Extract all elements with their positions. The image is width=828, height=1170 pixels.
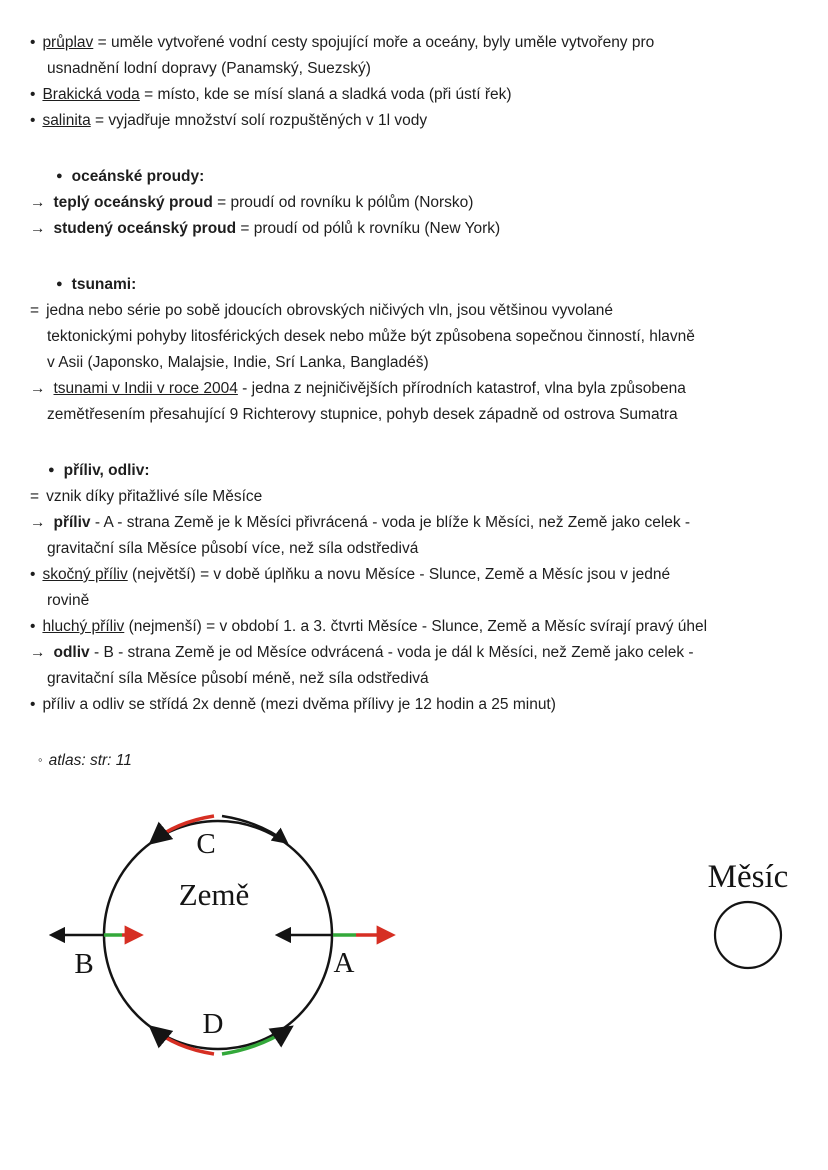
text-line: [0, 163, 828, 190]
text-segment: tektonickými pohyby litosférických desek nebo může být způsobena sopečnou činností, hlavně: [47, 328, 695, 345]
point-label-a: A: [333, 947, 355, 979]
text-line: [0, 692, 828, 718]
text-line: [0, 108, 828, 134]
blank-line: [0, 718, 828, 747]
line-marker: →: [30, 644, 46, 661]
text-segment: (nejmenší) = v období 1. a 3. čtvrti Měsíce - Slunce, Země a Měsíc svírají pravý úhel: [124, 618, 708, 635]
text-segment: studený oceánský proud: [53, 220, 237, 237]
line-marker: ●: [48, 464, 55, 476]
point-label-b: B: [74, 948, 94, 980]
line-marker: •: [30, 618, 36, 635]
point-label-c: C: [196, 828, 216, 860]
text-segment: = proudí od rovníku k pólům (Norsko): [212, 194, 474, 211]
line-marker: •: [30, 86, 36, 103]
text-line: [0, 190, 828, 216]
text-segment: skočný příliv: [42, 566, 128, 583]
text-segment: tsunami:: [71, 276, 137, 293]
line-marker: ◦: [38, 752, 43, 767]
text-line: [0, 640, 828, 666]
text-segment: gravitační síla Měsíce působí více, než síla odstředivá: [47, 540, 419, 557]
text-line: [0, 588, 828, 614]
text-line: [0, 747, 828, 774]
text-line: [0, 30, 828, 56]
text-segment: Brakická voda: [42, 86, 140, 103]
text-segment: příliv, odliv:: [63, 462, 150, 479]
line-marker: •: [30, 112, 36, 129]
text-line: [0, 324, 828, 350]
line-marker: •: [30, 696, 36, 713]
blank-line: [0, 134, 828, 163]
point-label-d: D: [202, 1008, 224, 1040]
text-segment: jedna nebo série po sobě jdoucích obrovských ničivých vln, jsou většinou vyvolané: [46, 302, 614, 319]
moon-label: Měsíc: [707, 859, 789, 895]
tide-diagram: [0, 795, 828, 1095]
text-segment: salinita: [42, 112, 91, 129]
text-segment: příliv a odliv se střídá 2x denně (mezi dvěma přílivy je 12 hodin a 25 minut): [42, 696, 556, 713]
line-marker: →: [30, 514, 46, 531]
blank-line: [0, 428, 828, 457]
earth-label: Země: [178, 877, 250, 912]
line-marker: ●: [56, 170, 63, 182]
text-segment: příliv: [53, 514, 91, 531]
line-marker: ●: [56, 278, 63, 290]
text-segment: (největší) = v době úplňku a novu Měsíce - Slunce, Země a Měsíc jsou v jedné: [127, 566, 671, 583]
line-marker: →: [30, 194, 46, 211]
text-segment: v Asii (Japonsko, Malajsie, Indie, Srí Lanka, Bangladéš): [47, 354, 429, 371]
text-line: [0, 484, 828, 510]
text-segment: teplý oceánský proud: [53, 194, 213, 211]
tide-diagram-svg: [0, 795, 828, 1095]
text-segment: vznik díky přitažlivé síle Měsíce: [46, 488, 263, 505]
text-segment: usnadnění lodní dopravy (Panamský, Suezský): [47, 60, 371, 77]
text-segment: atlas: str: 11: [48, 752, 132, 769]
text-segment: gravitační síla Měsíce působí méně, než síla odstředivá: [47, 670, 429, 687]
text-segment: hluchý příliv: [42, 618, 125, 635]
text-segment: tsunami v Indii v roce 2004: [53, 380, 238, 397]
line-marker: =: [30, 488, 40, 505]
text-line: [0, 510, 828, 536]
text-segment: odliv: [53, 644, 90, 661]
text-segment: rovině: [47, 592, 90, 609]
text-line: [0, 56, 828, 82]
text-segment: - jedna z nejničivějších přírodních katastrof, vlna byla způsobena: [237, 380, 686, 397]
text-line: [0, 666, 828, 692]
line-marker: =: [30, 302, 40, 319]
text-line: [0, 82, 828, 108]
text-line: [0, 402, 828, 428]
text-line: [0, 298, 828, 324]
text-segment: = proudí od pólů k rovníku (New York): [236, 220, 501, 237]
text-segment: - B - strana Země je od Měsíce odvrácená - voda je dál k Měsíci, než Země jako celek -: [89, 644, 694, 661]
line-marker: •: [30, 34, 36, 51]
text-segment: - A - strana Země je k Měsíci přivrácená - voda je blíže k Měsíci, než Země jako celek -: [90, 514, 691, 531]
text-segment: průplav: [42, 34, 94, 51]
blank-line: [0, 242, 828, 271]
text-line: [0, 457, 828, 484]
text-line: [0, 350, 828, 376]
text-segment: = vyjadřuje množství solí rozpuštěných v 1l vody: [90, 112, 428, 129]
text-line: [0, 562, 828, 588]
text-line: [0, 536, 828, 562]
text-line: [0, 271, 828, 298]
text-segment: = uměle vytvořené vodní cesty spojující moře a oceány, byly uměle vytvořeny pro: [93, 34, 655, 51]
line-marker: →: [30, 380, 46, 397]
document-text: [0, 30, 828, 774]
moon-circle: [715, 902, 781, 968]
line-marker: →: [30, 220, 46, 237]
text-segment: = místo, kde se mísí slaná a sladká voda (při ústí řek): [139, 86, 512, 103]
text-line: [0, 376, 828, 402]
line-marker: •: [30, 566, 36, 583]
text-line: [0, 216, 828, 242]
text-segment: zemětřesením přesahující 9 Richterovy stupnice, pohyb desek západně od ostrova Sumatra: [47, 406, 678, 423]
text-line: [0, 614, 828, 640]
text-segment: oceánské proudy:: [71, 168, 205, 185]
